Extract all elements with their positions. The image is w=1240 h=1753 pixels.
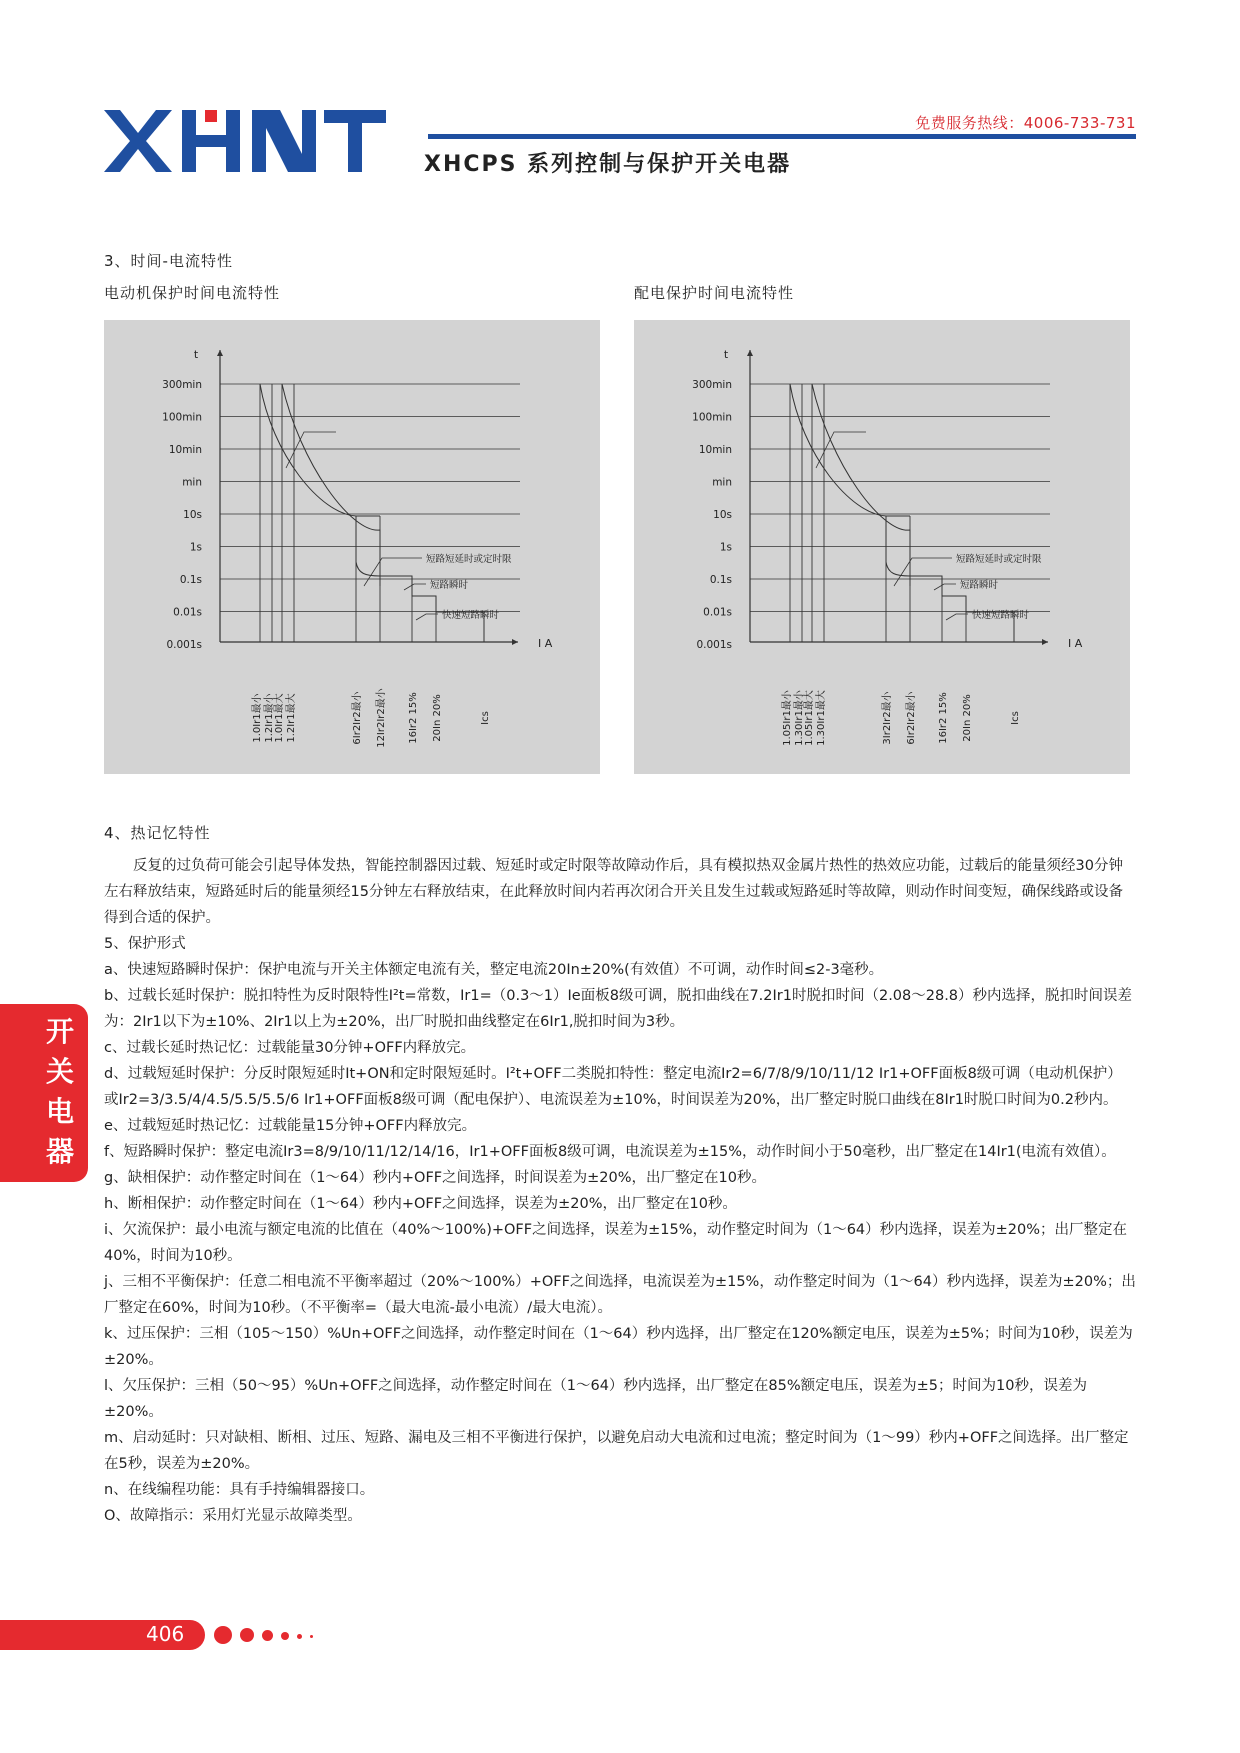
x-tick-label: 3Ir2Ir2最小	[882, 691, 893, 745]
y-tick-label: 0.001s	[696, 639, 732, 651]
decor-dot	[262, 1630, 273, 1641]
leader-line	[894, 558, 952, 586]
y-tick-label: min	[712, 476, 732, 489]
protection-item: l、欠压保护：三相（50～95）%Un+OFF之间选择，动作整定时间在（1～64）秒内选择，出厂整定在85%额定电压，误差为±5；时间为10秒，误差为±20%。	[104, 1378, 1087, 1420]
protection-item: j、三相不平衡保护：任意二相电流不平衡率超过（20%～100%）+OFF之间选择，电流误差为±15%，动作整定时间为（1～64）秒内选择，误差为±20%；出厂整定在60%，时间为10秒。（不平衡率=（最大电流-最小电流）/最大电流）。	[104, 1274, 1136, 1316]
protection-item: i、欠流保护：最小电流与额定电流的比值在（40%～100%)+OFF之间选择，误差为±15%，动作整定时间为（1～64）秒内选择，误差为±20%；出厂整定在40%，时间为10秒。	[104, 1222, 1128, 1264]
body-text	[104, 853, 1136, 1529]
x-tick-label: 1.05Ir1最大	[804, 690, 815, 746]
protection-item: c、过载长延时热记忆：过载能量30分钟+OFF内释放完。	[104, 1040, 476, 1056]
protection-item: O、故障指示：采用灯光显示故障类型。	[104, 1508, 362, 1524]
leader-line	[946, 614, 968, 620]
y-tick-label: 10s	[713, 509, 732, 521]
decor-dot	[281, 1632, 289, 1640]
page-number: 406	[146, 1622, 185, 1646]
x-tick-label: 1.0Ir1最小	[252, 693, 263, 743]
protection-item: b、过载长延时保护：脱扣特性为反时限特性I²t=常数，Ir1=（0.3～1）Ie面板8级可调，脱扣曲线在7.2Ir1时脱扣时间（2.08～28.8）秒内选择，脱扣时间误差为：2Ir1以下为±10%、2Ir1以上为±20%，出厂时脱扣曲线整定在6Ir1,脱扣时间为3秒。	[104, 988, 1133, 1030]
leader-line	[404, 584, 426, 590]
x-tick-label: 6Ir2Ir2最小	[906, 691, 917, 745]
protection-item: n、在线编程功能：具有手持编辑器接口。	[104, 1482, 375, 1498]
y-tick-label: 10min	[168, 444, 202, 456]
y-tick-label: 100min	[692, 411, 732, 424]
decor-dot	[310, 1635, 313, 1638]
section-3-title: 3、时间-电流特性	[104, 252, 233, 270]
y-tick-label: min	[182, 476, 202, 489]
protection-item: f、短路瞬时保护：整定电流Ir3=8/9/10/11/12/14/16，Ir1+OFF面板8级可调，电流误差为±15%，动作时间小于50毫秒，出厂整定在14Ir1(电流有效值）。	[104, 1144, 1116, 1160]
header-divider	[428, 134, 1136, 139]
x-axis-label: I A	[538, 637, 553, 650]
x-tick-label: 1.2Ir1最小	[264, 693, 275, 743]
y-tick-label: 0.001s	[166, 639, 202, 651]
y-tick-label: 1s	[719, 541, 732, 554]
y-tick-label: 300min	[692, 379, 732, 391]
protection-item: h、断相保护：动作整定时间在（1～64）秒内+OFF之间选择，误差为±20%，出厂整定在10秒。	[104, 1196, 737, 1212]
protection-item: d、过载短延时保护：分反时限短延时It+ON和定时限短延时。I²t+OFF二类脱扣特性：整定电流Ir2=6/7/8/9/10/11/12 Ir1+OFF面板8级可调（电动机保护）或Ir2=3/3.5/4/4.5/5.5/5.5/6 Ir1+OFF面板8级可调（配电保护）、电流误差为±10%，时间误差为20%，出厂整定时脱口曲线在8Ir1时脱口时间为0.2秒内。	[104, 1066, 1122, 1108]
y-tick-label: 0.01s	[703, 606, 732, 619]
right-chart-title: 配电保护时间电流特性	[634, 284, 795, 302]
distribution-protection-chart	[634, 320, 1130, 774]
long-delay-curve-min	[260, 384, 356, 562]
long-delay-curve-min	[790, 384, 886, 562]
x-tick-label: 1.05Ir1最小	[782, 690, 793, 746]
y-tick-label: 0.1s	[709, 574, 732, 586]
protection-item: g、缺相保护：动作整定时间在（1～64）秒内+OFF之间选择，时间误差为±20%，出厂整定在10秒。	[104, 1170, 766, 1186]
decor-dot	[297, 1634, 302, 1639]
y-tick-label: 10min	[698, 444, 732, 456]
x-tick-label: 1.30Ir1最大	[816, 690, 827, 746]
annotation-label: 短路瞬时	[960, 580, 999, 591]
y-axis-label: t	[723, 348, 729, 361]
protection-item: m、启动延时：只对缺相、断相、过压、短路、漏电及三相不平衡进行保护，以避免启动大电流和过电流；整定时间为（1～99）秒内+OFF之间选择。出厂整定在5秒，误差为±20%。	[104, 1430, 1129, 1472]
y-tick-label: 100min	[162, 411, 202, 424]
thermal-memory-paragraph: 反复的过负荷可能会引起导体发热，智能控制器因过载、短延时或定时限等故障动作后，具有模拟热双金属片热性的热效应功能，过载后的能量须经30分钟左右释放结束，短路延时后的能量须经15分钟左右释放结束，在此释放时间内若再次闭合开关且发生过载或短路延时等故障，则动作时间变短，确保线路或设备得到合适的保护。	[104, 858, 1123, 926]
x-tick-label: 1.0Ir1最大	[274, 693, 285, 743]
x-tick-label: Ics	[480, 711, 491, 725]
motor-protection-chart	[104, 320, 600, 774]
y-axis-label: t	[193, 348, 199, 361]
x-tick-label: 20In 20%	[962, 694, 973, 742]
x-tick-label: Ics	[1010, 711, 1021, 725]
y-axis-arrow	[217, 350, 223, 356]
y-tick-label: 0.1s	[179, 574, 202, 586]
y-tick-label: 10s	[183, 509, 202, 521]
category-side-tab	[0, 1004, 88, 1182]
service-hotline: 免费服务热线：4006-733-731	[915, 114, 1136, 132]
x-tick-label: 6Ir2Ir2最小	[352, 691, 363, 745]
decor-dot	[240, 1628, 254, 1642]
protection-item: k、过压保护：三相（105～150）%Un+OFF之间选择，动作整定时间在（1～64）秒内选择，出厂整定在120%额定电压，误差为±5%；时间为10秒，误差为±20%。	[104, 1326, 1133, 1368]
annotation-label: 短路短延时或定时限	[956, 554, 1042, 565]
section-4-title: 4、热记忆特性	[104, 824, 211, 842]
decor-dot	[214, 1626, 232, 1644]
protection-item: e、过载短延时热记忆：过载能量15分钟+OFF内释放完。	[104, 1118, 477, 1134]
y-tick-label: 300min	[162, 379, 202, 391]
annotation-label: 快速短路瞬时	[442, 610, 500, 621]
y-axis-arrow	[747, 350, 753, 356]
instantaneous-steps	[356, 562, 484, 642]
annotation-label: 短路瞬时	[430, 580, 469, 591]
x-tick-label: 12Ir2Ir2最小	[376, 688, 387, 748]
x-tick-label: 20In 20%	[432, 694, 443, 742]
y-tick-label: 0.01s	[173, 606, 202, 619]
x-tick-label: 16Ir2 15%	[408, 692, 419, 744]
left-chart-title: 电动机保护时间电流特性	[104, 284, 281, 302]
protection-item: a、快速短路瞬时保护：保护电流与开关主体额定电流有关，整定电流20In±20%(有效值）不可调，动作时间≤2-3毫秒。	[104, 962, 884, 978]
x-axis-arrow	[1042, 639, 1048, 645]
leader-line	[364, 558, 422, 586]
instantaneous-steps	[886, 562, 1014, 642]
section-5-title: 5、保护形式	[104, 936, 186, 952]
y-tick-label: 1s	[189, 541, 202, 554]
company-logo	[104, 106, 386, 176]
annotation-label: 短路短延时或定时限	[426, 554, 512, 565]
x-axis-arrow	[512, 639, 518, 645]
leader-line	[934, 584, 956, 590]
x-tick-label: 1.2Ir1最大	[286, 693, 297, 743]
annotation-label: 快速短路瞬时	[972, 610, 1030, 621]
x-tick-label: 1.30Ir1最小	[794, 690, 805, 746]
long-delay-curve-max	[282, 384, 380, 586]
x-tick-label: 16Ir2 15%	[938, 692, 949, 744]
series-title: XHCPS 系列控制与保护开关电器	[424, 152, 792, 177]
long-delay-curve-max	[812, 384, 910, 586]
side-tab-label: 开关电器	[45, 1015, 74, 1168]
x-axis-label: I A	[1068, 637, 1083, 650]
leader-line	[416, 614, 438, 620]
